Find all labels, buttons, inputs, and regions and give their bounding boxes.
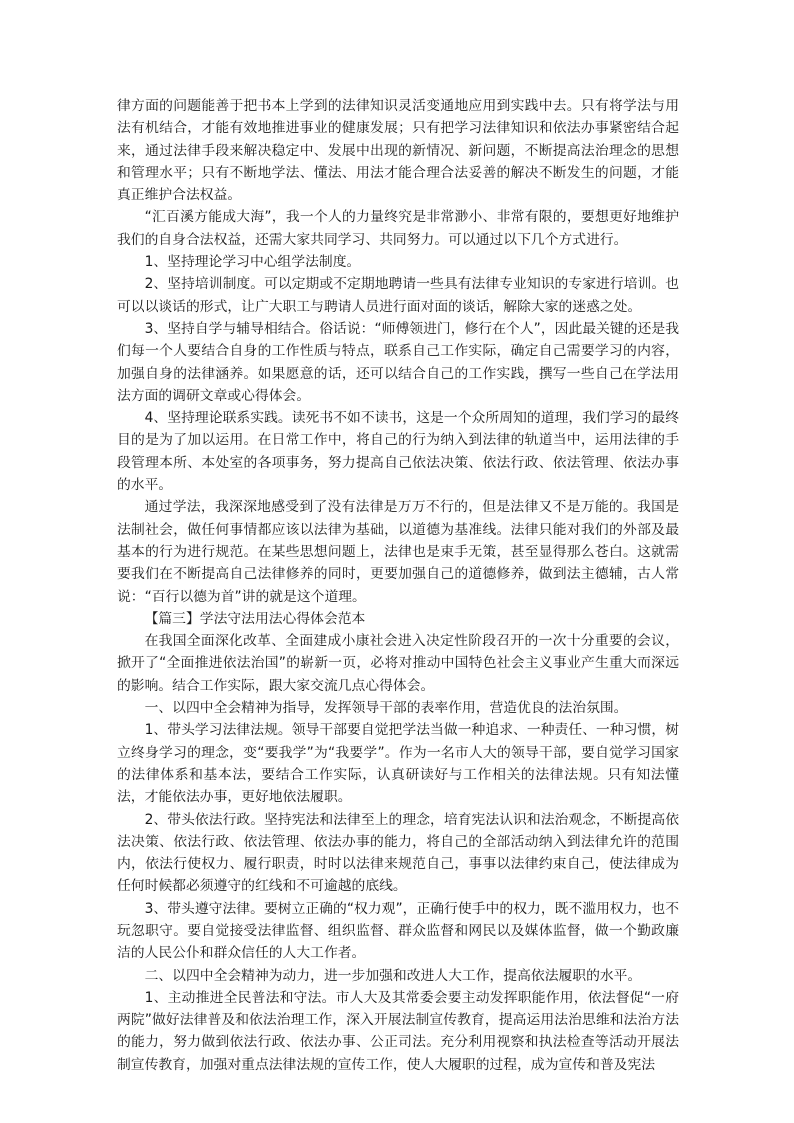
paragraph-quote: “汇百溪方能成大海”，我一个人的力量终究是非常渺小、非常有限的，要想更好地维护我们的自身合法权益，还需大家共同学习、共同努力。可以通过以下几个方式进行。	[117, 209, 679, 248]
list-item-4: 4、坚持理论联系实践。读死书不如不读书，这是一个众所周知的道理，我们学习的最终目的是为了加以运用。在日常工作中，将自己的行为纳入到法律的轨道当中，运用法律的手段管理本所、本处室的各项事务，努力提高自己依法决策、依法行政、依法管理、依法办事的水平。	[117, 410, 679, 494]
paragraph-intro-continuation: 律方面的问题能善于把书本上学到的法律知识灵活变通地应用到实践中去。只有将学法与用法有机结合，才能有效地推进事业的健康发展；只有把学习法律知识和依法办事紧密结合起来，通过法律手段来解决稳定中、发展中出现的新情况、新问题，不断提高法治理念的思想和管理水平；只有不断地学法、懂法、用法才能合理合法妥善的解决不断发生的问题，才能真正维护合法权益。	[117, 98, 679, 204]
list-item-administer-law: 2、带头依法行政。坚持宪法和法律至上的理念，培育宪法认识和法治观念，不断提高依法决策、依法行政、依法管理、依法办事的能力，将自己的全部活动纳入到法律允许的范围内，依法行使权力、履行职责，时时以法律来规范自己，事事以法律约束自己，使法律成为任何时候都必须遵守的红线和不可逾越的底线。	[117, 811, 679, 895]
list-item-obey-law: 3、带头遵守法律。要树立正确的“权力观”，正确行使手中的权力，既不滥用权力，也不玩忽职守。要自觉接受法律监督、组织监督、群众监督和网民以及媒体监督，做一个勤政廉洁的人民公仆和群众信任的人大工作者。	[117, 900, 679, 962]
paragraph-conclusion: 通过学法，我深深地感受到了没有法律是万万不行的，但是法律又不是万能的。我国是法制社会，做任何事情都应该以法律为基础，以道德为基准线。法律只能对我们的外部及最基本的行为进行规范。在某些思想问题上，法律也是束手无策，甚至显得那么苍白。这就需要我们在不断提高自己法律修养的同时，更要加强自己的道德修养，做到法主德辅，古人常说：“百行以德为首”讲的就是这个道理。	[117, 499, 679, 605]
list-item-3: 3、坚持自学与辅导相结合。俗话说：“师傅领进门，修行在个人”，因此最关键的还是我们每一个人要结合自身的工作性质与特点，联系自己工作实际，确定自己需要学习的内容，加强自身的法律涵养。如果愿意的话，还可以结合自己的工作实践，撰写一些自己在学法用法方面的调研文章或心得体会。	[117, 320, 679, 404]
subheading-one: 一、以四中全会精神为指导，发挥领导干部的表率作用，营造优良的法治氛围。	[144, 700, 628, 717]
list-item-2: 2、坚持培训制度。可以定期或不定期地聘请一些具有法律专业知识的专家进行培训。也可以以谈话的形式，让广大职工与聘请人员进行面对面的谈话，解除大家的迷惑之处。	[117, 276, 679, 315]
list-item-1: 1、坚持理论学习中心组学法制度。	[144, 254, 361, 271]
list-item-study-law: 1、带头学习法律法规。领导干部要自觉把学法当做一种追求、一种责任、一种习惯，树立终身学习的理念，变“要我学”为“我要学”。作为一名市人大的领导干部，要自觉学习国家的法律体系和基本法，要结合工作实际，认真研读好与工作相关的法律法规。只有知法懂法，才能依法办事，更好地依法履职。	[117, 722, 679, 806]
paragraph-section3-intro: 在我国全面深化改革、全面建成小康社会进入决定性阶段召开的一次十分重要的会议，掀开了“全面推进依法治国”的崭新一页，必将对推动中国特色社会主义事业产生重大而深远的影响。结合工作实际，跟大家交流几点心得体会。	[117, 633, 679, 694]
section-heading-pian-san: 【篇三】学法守法用法心得体会范本	[144, 610, 366, 627]
list-item-promote-law: 1、主动推进全民普法和守法。市人大及其常委会要主动发挥职能作用，依法督促“一府两院”做好法律普及和依法治理工作，深入开展法制宣传教育，提高运用法治思维和法治方法的能力，努力做到依法行政、依法办事、公正司法。充分利用视察和执法检查等活动开展法制宣传教育，加强对重点法律法规的宣传工作，使人大履职的过程，成为宣传和普及宪法	[117, 989, 679, 1073]
document-page	[117, 95, 679, 1076]
subheading-two: 二、以四中全会精神为动力，进一步加强和改进人大工作，提高依法履职的水平。	[144, 967, 642, 984]
